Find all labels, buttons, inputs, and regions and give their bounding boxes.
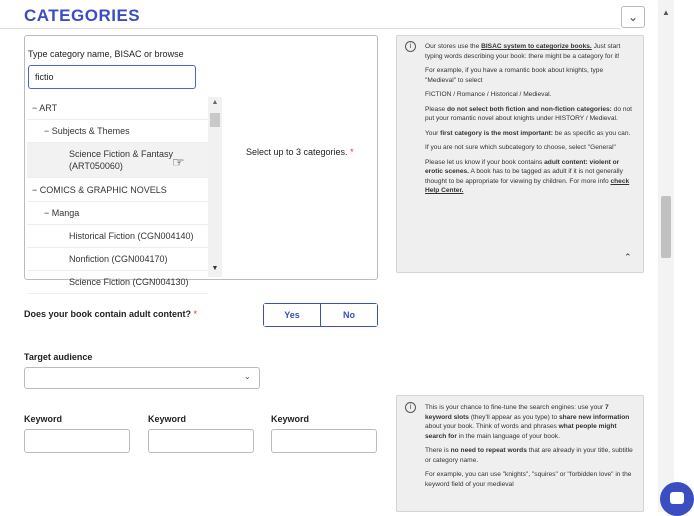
keyword-label-3: Keyword: [271, 414, 310, 424]
adult-content-question: Does your book contain adult content? *: [24, 309, 198, 319]
keyword-label-1: Keyword: [24, 414, 63, 424]
tree-item-label: − Manga: [44, 208, 80, 218]
info-icon: i: [405, 402, 416, 413]
target-audience-select[interactable]: [24, 367, 260, 389]
tree-item-label: − ART: [32, 103, 58, 113]
info-icon: i: [405, 41, 416, 52]
tree-item-label: Science Fiction & Fantasy: [69, 149, 174, 159]
tree-item[interactable]: [27, 271, 208, 294]
tree-item[interactable]: [27, 97, 208, 120]
chat-icon[interactable]: [670, 492, 684, 504]
category-search-input[interactable]: [28, 65, 196, 89]
divider: [0, 28, 620, 29]
tree-item-label: Historical Fiction (CGN004140): [69, 231, 194, 241]
tree-item-code: (ART050060): [69, 161, 123, 171]
tree-item[interactable]: [27, 225, 208, 248]
category-tree: [27, 97, 208, 287]
keyword-input-1[interactable]: [24, 429, 130, 453]
scroll-up-arrow-icon[interactable]: ▲: [662, 8, 670, 17]
keyword-label-2: Keyword: [148, 414, 187, 424]
tree-item[interactable]: [27, 248, 208, 271]
chevron-down-icon: ⌄: [627, 10, 639, 24]
chevron-up-icon[interactable]: ⌃: [624, 252, 632, 262]
chevron-down-icon: ⌄: [244, 372, 251, 381]
tree-item-label: − Subjects & Themes: [44, 126, 130, 136]
keyword-input-3[interactable]: [271, 429, 377, 453]
collapse-section-button[interactable]: [621, 6, 645, 28]
hand-cursor-icon: ☞: [172, 154, 185, 170]
tree-scroll-up-icon[interactable]: ▲: [211, 99, 219, 106]
help-center-link[interactable]: check Help Center.: [425, 177, 630, 194]
keyword-input-2[interactable]: [148, 429, 254, 453]
tree-item[interactable]: [27, 120, 208, 143]
keyword-help-text: This is your chance to fine-tune the search engines: use your 7 keyword slots (they'll appear as you type) to share new information about your book. Think of words and phrases what people might search for in the main language of your book. There is no need to repeat words that are already in your title, subtitle or category name. For example, you can use "knights", "squires" or "forbidden love" in the keyword field of your medieval: [425, 404, 633, 488]
category-tree-scrollbar-thumb[interactable]: [210, 113, 220, 127]
no-button[interactable]: No: [320, 304, 377, 326]
bisac-link[interactable]: BISAC system to categorize books.: [481, 43, 592, 50]
category-help-text: Our stores use the BISAC system to categorize books. Just start typing words describing your book: there might be a category for it! For example, if you have a romantic book about knights, type "Medieval" to select FICTION / Romance / Historical / Medieval. Please do not select both fiction and non-fiction categories: do not put your romantic novel about knights under HISTORY / Medieval. Your first category is the most important: be as specific as you can. If you are not sure which subcategory to choose, select "General" Please let us know if your book contains adult content: violent or erotic scenes. A book has to be tagged as adult if it is not generally thought to be appropriate for viewing by children. For more info check Help Center.: [425, 43, 633, 194]
target-audience-label: Target audience: [24, 352, 93, 362]
tree-scroll-down-icon[interactable]: ▼: [211, 265, 219, 272]
tree-item[interactable]: [27, 178, 208, 202]
tree-item[interactable]: [27, 202, 208, 225]
tree-item-label: Nonfiction (CGN004170): [69, 254, 168, 264]
page-title: CATEGORIES: [24, 6, 141, 25]
category-search-label: Type category name, BISAC or browse: [28, 49, 184, 59]
adult-content-toggle: [263, 303, 378, 327]
select-up-to-label: Select up to 3 categories. *: [246, 147, 354, 157]
page-scrollbar-thumb[interactable]: [661, 196, 671, 258]
tree-item-label: − COMICS & GRAPHIC NOVELS: [32, 184, 167, 195]
yes-button[interactable]: Yes: [264, 304, 320, 326]
tree-item-label: Science Fiction (CGN004130): [69, 277, 189, 287]
